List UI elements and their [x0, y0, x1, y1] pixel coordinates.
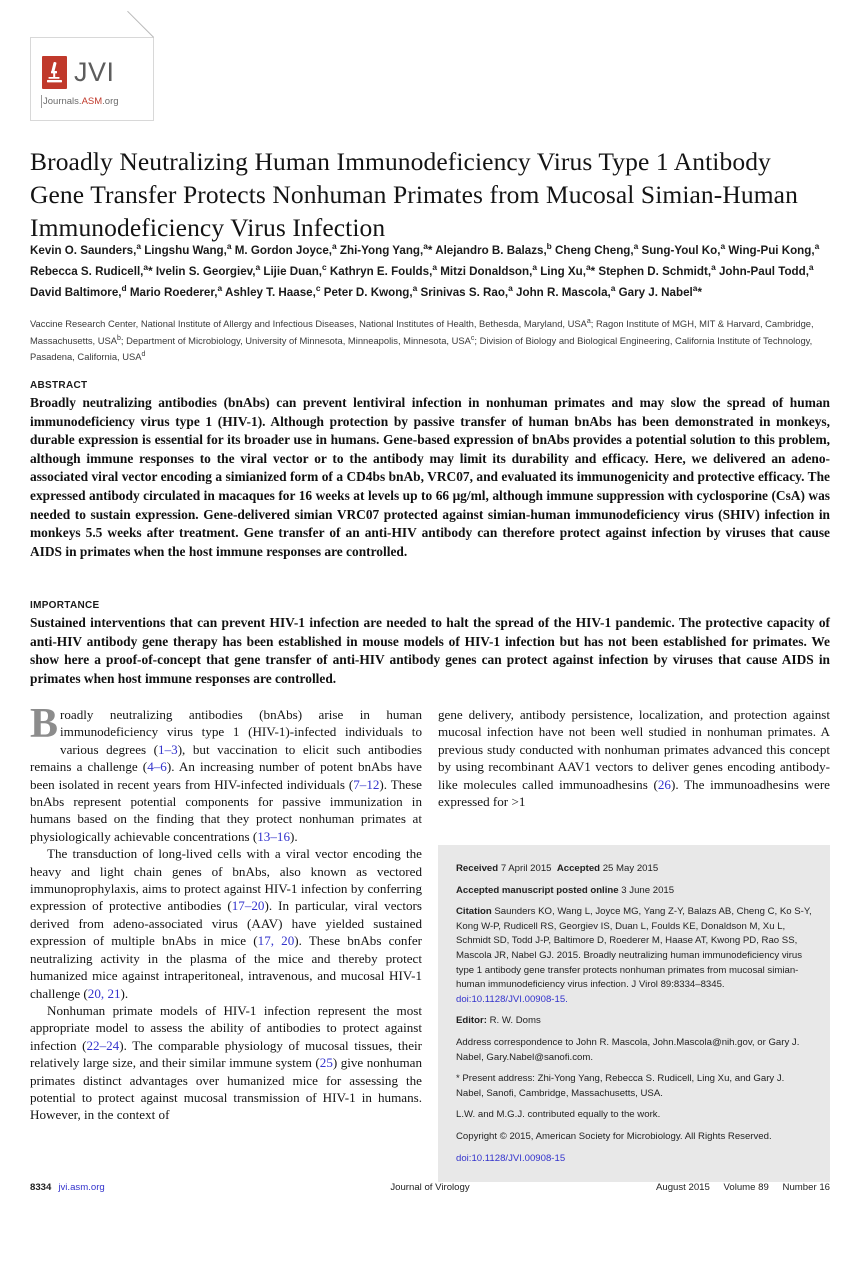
journal-url-link[interactable]: jvi.asm.org — [58, 1182, 105, 1193]
citation-doi-link[interactable]: doi:10.1128/JVI.00908-15. — [456, 993, 568, 1005]
footer-journal-name: Journal of Virology — [390, 1182, 470, 1193]
issue-month: August 2015 — [655, 1182, 710, 1193]
posted-label: Accepted manuscript posted online — [456, 884, 619, 896]
equal-contribution-line: L.W. and M.G.J. contributed equally to the work. — [456, 1109, 661, 1121]
abstract-text: Broadly neutralizing antibodies (bnAbs) can prevent lentiviral infection in nonhuman primates and may slow the spread of human immunodeficiency virus type 1 (HIV-1). Although protection by passive transfer of human bnAbs has been demonstrated in monkeys, durable expression is essential for its broader use in humans. Gene-based expression of bnAbs provides a potential solution to this problem, although immune responses to the viral vector or to the antibody may limit its durability and efficacy. Here, we delivered an adeno-associated viral vector encoding a simianized form of a CD4bs bnAb, VRC07, and evaluated its immunogenicity and protective efficacy. The expressed antibody circulated in macaques for 16 weeks at levels up to 66 μg/ml, although immune suppression with cyclosporine (CsA) was needed to sustain expression. Gene-delivered simian VRC07 protected against simian-human immunodeficiency virus (SHIV) infection in monkeys 5.5 weeks after treatment. Gene transfer of an anti-HIV antibody can therefore protect against infection by viruses that cause AIDS in primates when the host immune responses are controlled. — [30, 395, 830, 559]
page-fold-decoration — [127, 38, 153, 64]
logo-row — [42, 56, 115, 89]
microscope-icon — [42, 56, 67, 89]
logo-tagline-suffix: .org — [102, 96, 119, 107]
drop-cap: B — [30, 701, 59, 747]
body-paragraph: The transduction of long-lived cells with a viral vector encoding the heavy and light chain genes of bnAbs, also known as vectored immunoprophylaxis, aims to protect against HIV-1 infection by conferring expression of protective antibodies (17–20). In particular, viral vectors derived from adeno-associated virus (AAV) have yielded sustained expression of multiple bnAbs in mice (17, 20). These bnAbs confer neutralizing activity in the plasma of the mice and thereby protect humanized mice against intraperitoneal, intravenous, and mucosal HIV-1 challenge (20, 21). — [30, 846, 423, 1001]
logo-tagline — [43, 96, 119, 107]
correspondence-line: Address correspondence to John R. Mascola, John.Mascola@nih.gov, or Gary J. Nabel, Gary.Nabel@sanofi.com. — [456, 1036, 800, 1063]
logo-wordmark: JVI — [74, 57, 115, 87]
page-fold-line — [127, 11, 154, 38]
editor-line — [456, 1014, 812, 1029]
body-paragraph: gene delivery, antibody persistence, localization, and protection against mucosal infection have not been well studied in nonhuman primates. A previous study conducted with nonhuman primates advanced this concept by using recombinant AAV1 vectors to deliver genes encoding antibody-like molecules called immunoadhesins (26). The immunoadhesins were expressed for >1 — [438, 707, 830, 810]
accepted-date: 25 May 2015 — [602, 863, 659, 874]
importance-text: Sustained interventions that can prevent HIV-1 infection are needed to halt the spread of the HIV-1 pandemic. The protective capacity of anti-HIV antibody gene therapy has been established in mouse models of HIV-1 infection but has not been established for primates. We show here a proof-of-concept that gene transfer of anti-HIV antibody genes can protect against infection by viruses that cause AIDS in primates when host immune responses are controlled. — [30, 615, 830, 686]
abstract-heading: ABSTRACT — [30, 380, 88, 391]
doi-link[interactable]: doi:10.1128/JVI.00908-15 — [456, 1152, 566, 1164]
logo-tagline-rule — [41, 95, 42, 108]
received-date: 7 April 2015 — [500, 863, 552, 874]
article-title: Broadly Neutralizing Human Immunodeficiency Virus Type 1 Antibody Gene Transfer Protects Nonhuman Primates from Mucosal Simian-Human Immunodeficiency Virus Infection — [30, 147, 798, 243]
editor-name: R. W. Doms — [489, 1015, 541, 1027]
footer-issue-info — [645, 1182, 830, 1193]
accepted-label: Accepted — [556, 863, 601, 874]
affiliation-list: Vaccine Research Center, National Institute of Allergy and Infectious Diseases, National Institutes of Health, Bethesda, Maryland, USA$^a$; Ragon Institute of MGH, MIT & Harvard, Cambridge, Massachusetts, USA$^b$; Department of Microbiology, University of Minnesota, Minneapolis, Minnesota, USA$^c$; Division of Biology and Biological Engineering, California Institute of Technology, Pasadena, California, USA$^d$ — [30, 318, 814, 363]
logo-tagline-prefix: Journals. — [43, 96, 82, 107]
body-paragraph: Nonhuman primate models of HIV-1 infection represent the most appropriate model to assess the ability of antibodies to protect against infection (22–24). The comparable physiology of mucosal tissues, their relatively large size, and their similar immune system (25) give nonhuman primates distinct advantages over humanized mice for assessing the potential to protect against mucosal transmission of HIV-1 in humans. However, in the context of — [30, 1002, 423, 1123]
body-column-right — [438, 706, 830, 810]
page-number: 8334 — [30, 1182, 52, 1193]
received-label: Received — [456, 863, 499, 874]
copyright-line: Copyright © 2015, American Society for Microbiology. All Rights Reserved. — [456, 1130, 772, 1142]
logo-tagline-accent: ASM — [81, 96, 103, 107]
author-list: Kevin O. Saunders,$^a$ Lingshu Wang,$^a$ M. Gordon Joyce,$^a$ Zhi-Yong Yang,$^a$* Alejandro B. Balazs,$^b$ Cheng Cheng,$^a$ Sung-Youl Ko,$^a$ Wing-Pui Kong,$^a$ Rebecca S. Rudicell,$^a$* Ivelin S. Georgiev,$^a$ Lijie Duan,$^c$ Kathryn E. Foulds,$^a$ Mitzi Donaldson,$^a$ Ling Xu,$^a$* Stephen D. Schmidt,$^a$ John-Paul Todd,$^a$ David Baltimore,$^d$ Mario Roederer,$^a$ Ashley T. Haase,$^c$ Peter D. Kwong,$^a$ Srinivas S. Rao,$^a$ John R. Mascola,$^a$ Gary J. Nabel$^a$* — [30, 241, 820, 300]
citation-line — [456, 905, 812, 1007]
posted-online-line — [456, 884, 812, 899]
citation-text: Saunders KO, Wang L, Joyce MG, Yang Z-Y, Balazs AB, Cheng C, Ko S-Y, Kong W-P, Rudicell RS, Georgiev IS, Duan L, Foulds KE, Donaldson M, Xu L, Schmidt SD, Todd J-P, Baltimore D, Roederer M, Haase AT, Kwong PD, Rao SS, Mascola JR, Nabel GJ. 2015. Broadly neutralizing human immunodeficiency virus type 1 antibody gene transfer protects nonhuman primates from mucosal simian-human immunodeficiency virus infection. J Virol 89:8334–8345. — [456, 906, 812, 991]
editor-label: Editor: — [456, 1015, 487, 1027]
citation-label: Citation — [456, 906, 492, 918]
body-column-left — [30, 701, 423, 1124]
article-metadata-box — [438, 845, 830, 1182]
received-accepted-line — [456, 862, 812, 877]
importance-heading: IMPORTANCE — [30, 600, 100, 611]
present-address-line: * Present address: Zhi-Yong Yang, Rebecca S. Rudicell, Ling Xu, and Gary J. Nabel, Sanofi, Cambridge, Massachusetts, USA. — [456, 1073, 785, 1099]
posted-date: 3 June 2015 — [621, 884, 675, 896]
issue-volume: Volume 89 — [723, 1182, 769, 1193]
body-paragraph: Broadly neutralizing antibodies (bnAbs) arise in human immunodeficiency virus type 1 (HIV-1)-infected individuals to various degrees (1–3), but vaccination to elicit such antibodies remains a challenge (4–6). An increasing number of potent bnAbs have been isolated in recent years from HIV-infected individuals (7–12). These bnAbs represent potential components for passive immunization in humans based on the finding that they protect nonhuman primates at physiologically achievable concentrations (13–16). — [30, 701, 422, 844]
journal-logo — [30, 37, 154, 121]
issue-number: Number 16 — [782, 1182, 830, 1193]
